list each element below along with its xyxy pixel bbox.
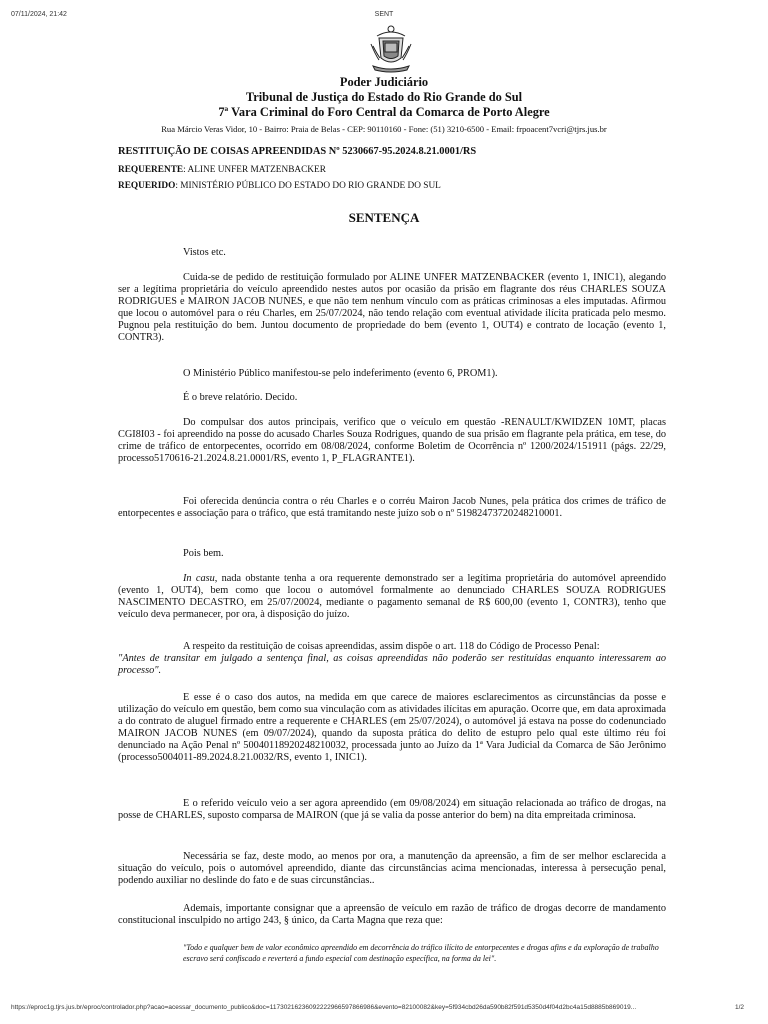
paragraph-indictment: Foi oferecida denúncia contra o réu Charles e o corréu Mairon Jacob Nunes, pela prática dos crimes de tráfico de entorpecentes e associação para o tráfico, que está tramitando neste juízo sob o nº 51982473720248210001. [118, 496, 666, 520]
requerente-value: : ALINE UNFER MATZENBACKER [183, 165, 326, 175]
requerente-label: REQUERENTE [118, 165, 184, 175]
paragraph-constitution: Ademais, importante consignar que a apreensão de veículo em razão de tráfico de drogas decorre de mandamento constitucional insculpido no artigo 243, § único, da Carta Magna que reza que: [118, 903, 666, 927]
process-title: RESTITUIÇÃO DE COISAS APREENDIDAS Nº 5230667-95.2024.8.21.0001/RS [118, 146, 477, 157]
in-casu-term: In casu [183, 573, 215, 584]
paragraph-case-analysis: E esse é o caso dos autos, na medida em que carece de maiores esclarecimentos as circunstâncias da posse e utilização do veículo em questão, bem como sua vinculação com as atividades ilícitas em apuração. Ocorre que, em data aproximada a do contrato de aluguel firmado entre a requerente e CHARLES (em 25/07/2024), o automóvel já estava na posse do codenunciado MAIRON JACOB NUNES (em 09/07/2024), quando da suposta prática do delito de estupro pelo qual este último réu foi denunciado na Ação Penal nº 50040118920248210032, processada junto ao Juízo da 1ª Vara Judicial da Comarca de São Jerônimo (processo5004011-89.2024.8.21.0032/RS, evento 1, INIC1). [118, 692, 666, 764]
paragraph-report: É o breve relatório. Decido. [183, 392, 298, 403]
requerido-line [118, 181, 441, 191]
paragraph-in-casu [118, 573, 666, 621]
paragraph-pois-bem: Pois bem. [183, 548, 224, 559]
paragraph-vistos: Vistos etc. [183, 247, 226, 258]
court-branch-heading: Poder Judiciário [339, 75, 429, 89]
paragraph-mp-opinion: O Ministério Público manifestou-se pelo indeferimento (evento 6, PROM1). [183, 368, 498, 379]
quote-art-243: "Todo e qualquer bem de valor econômico apreendido em decorrência do tráfico ilícito de entorpecentes e drogas afins e da exploração de trabalho escravo será confiscado e reverterá a fundo especial com destinação específica, na forma da lei". [183, 943, 659, 963]
paragraph-maintain-seizure: Necessária se faz, deste modo, ao menos por ora, a manutenção da apreensão, a fim de ser melhor esclarecida a situação do veículo, pois o automóvel apreendido, diante das circunstâncias acima mencionadas, interessa à persecução penal, podendo auxiliar no deslinde do fato e de suas circunstâncias.. [118, 851, 666, 887]
paragraph-request: Cuida-se de pedido de restituição formulado por ALINE UNFER MATZENBACKER (evento 1, INIC1), alegando ser a legítima proprietária do veículo apreendido nestes autos por ocasião da prisão em flagrante dos réus CHARLES SOUZA RODRIGUES e MAIRON JACOB NUNES, e que não tem nenhum vínculo com as práticas criminosas a eles imputadas. Afirmou que locou o automóvel para o réu Charles, em 25/07/2024, não tendo relação com eventual atividade ilícita praticada pelo mesmo. Pugnou pela restituição do bem. Juntou documento de propriedade do bem (evento 1, OUT4) e contrato de locação (evento 1, CONTR3). [118, 272, 666, 344]
rio-grande-do-sul-coat-of-arms-icon [369, 24, 413, 74]
paragraph-vehicle-seizure: Do compulsar dos autos principais, verifico que o veículo em questão -RENAULT/KWIDZEN 10MT, placas CGI8I03 - foi apreendido na posse do acusado Charles Souza Rodrigues, quando de sua prisão em flagrante pela prática, em tese, do crime de tráfico de entorpecentes, ocorrido em 08/08/2024, conforme Boletim de Ocorrência nº 1200/2024/151911 (págs. 22/29, processo5170616-21.2024.8.21.0001/RS, evento 1, P_FLAGRANTE1). [118, 417, 666, 465]
court-address: Rua Márcio Veras Vidor, 10 - Bairro: Praia de Belas - CEP: 90110160 - Fone: (51) 3210-6500 - Email: frpoacent7vcri@tjrs.jus.br [161, 124, 607, 134]
quote-art-118: "Antes de transitar em julgado a sentença final, as coisas apreendidas não poderão ser restituídas enquanto interessarem ao processo". [118, 653, 666, 677]
paragraph-art-118: A respeito da restituição de coisas apreendidas, assim dispõe o art. 118 do Código de Processo Penal: [183, 641, 600, 652]
browser-print-title: SENT [374, 11, 394, 18]
court-division-heading: 7ª Vara Criminal do Foro Central da Comarca de Porto Alegre [218, 105, 550, 119]
requerido-value: : MINISTÉRIO PÚBLICO DO ESTADO DO RIO GRANDE DO SUL [175, 181, 441, 191]
page-number: 1/2 [735, 1004, 745, 1011]
browser-print-datetime: 07/11/2024, 21:42 [11, 11, 67, 18]
paragraph-drug-seizure: E o referido veículo veio a ser agora apreendido (em 09/08/2024) em situação relacionada ao tráfico de drogas, na posse de CHARLES, suposto comparsa de MAIRON (que já se valia da posse anterior do bem) na dita empreitada criminosa. [118, 798, 666, 822]
document-url: https://eproc1g.tjrs.jus.br/eproc/controlador.php?acao=acessar_documento_publico&doc=11730216236092222966597866986&evento=82100082&key=5f934cbd26da590b82f591d5350d4f04d2bc4a15d8885b869019... [11, 1004, 637, 1011]
requerente-line [118, 165, 326, 175]
document-title: SENTENÇA [348, 210, 420, 225]
in-casu-text: , nada obstante tenha a ora requerente demonstrado ser a legítima proprietária do automóvel apreendido (evento 1, OUT4), bem como que locou o automóvel formalmente ao denunciado CHARLES SOUZA RODRIGUES NASCIMENTO DECASTRO, em 25/07/20024, mediante o pagamento semanal de R$ 600,00 (evento 1, CONTR3), tenho que veículo deva permanecer, por ora, à disposição do juízo. [118, 573, 666, 621]
court-name-heading: Tribunal de Justiça do Estado do Rio Grande do Sul [245, 90, 523, 104]
requerido-label: REQUERIDO [118, 181, 176, 191]
